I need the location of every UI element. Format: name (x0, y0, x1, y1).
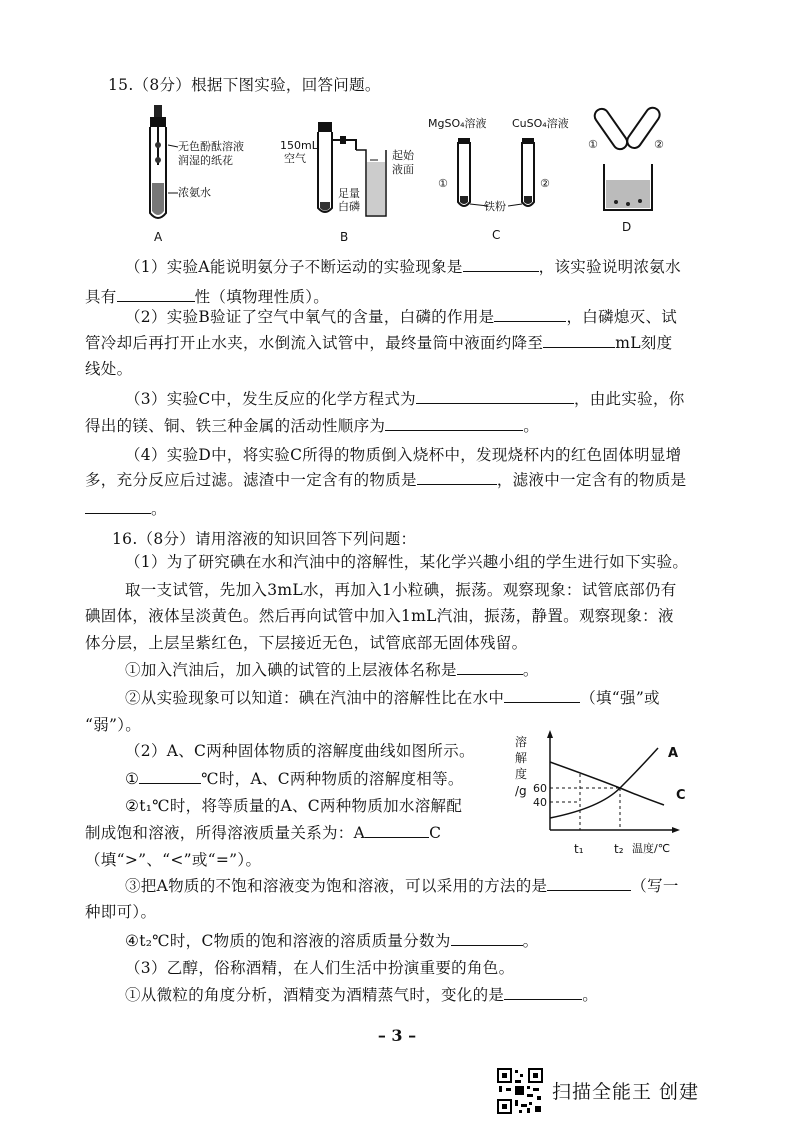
figure-b-label-air: 空气 (284, 152, 306, 165)
q16-part1-question2-end: “弱”）。 (85, 716, 142, 734)
q16-part2-intro: （2）A、C两种固体物质的溶解度曲线如图所示。 (125, 742, 475, 760)
page-number: – 3 – (377, 1026, 417, 1045)
curve-a-line (550, 748, 658, 818)
q15-part3-blank1[interactable] (416, 389, 574, 404)
figure-a-label-phenolphthalein: 无色酚酞溶液 (178, 140, 244, 153)
q16-part2-question1: ① ℃时，A、C两种物质的溶解度相等。 (125, 770, 464, 788)
q16-part1-line1: 取一支试管，先加入3mL水，再加入1小粒碘，振荡。观察现象：试管底部仍有 (125, 581, 677, 599)
q16-part2-question3: ③把A物质的不饱和溶液变为饱和溶液，可以采用的方法的是 （写一 (125, 877, 679, 895)
graph-ytick-40: 40 (533, 796, 547, 809)
figure-b-label-level: 液面 (392, 163, 414, 176)
figure-a-label-ammonia: 浓氨水 (178, 186, 211, 199)
q16-part3-intro: （3）乙醇，俗称酒精，在人们生活中扮演重要的角色。 (125, 959, 515, 977)
q15-part1-blank2[interactable] (117, 287, 195, 302)
q15-part4-line3: 。 (85, 499, 167, 519)
graph-curve-c-label: C (676, 788, 686, 803)
q15-part2-blank1[interactable] (494, 307, 566, 322)
solubility-curve-graph (540, 730, 680, 840)
figure-d-number-1: ① (588, 138, 598, 151)
q16-part1-line2: 碘固体，液体呈淡黄色。然后再向试管中加入1mL汽油，振荡，静置。观察现象：液 (85, 607, 674, 625)
q15-part2-line1: （2）实验B验证了空气中氧气的含量，白磷的作用是 ，白磷熄灭、试 (125, 308, 678, 326)
q16-part1-blank1[interactable] (457, 660, 523, 675)
q16-part1-question1: ①加入汽油后，加入碘的试管的上层液体名称是 。 (125, 661, 539, 679)
figure-c-number-2: ② (540, 177, 550, 190)
graph-curve-a-label: A (668, 746, 679, 761)
q15-part3-blank2[interactable] (385, 416, 523, 431)
graph-ytick-60: 60 (533, 782, 547, 795)
q16-part2-blank2[interactable] (365, 823, 429, 838)
q15-part3-line1: （3）实验C中，发生反应的化学方程式为 ，由此实验，你 (125, 390, 685, 408)
figure-a-label-paper-flower: 润湿的纸花 (178, 154, 233, 167)
q16-heading: 16.（8分）请用溶液的知识回答下列问题： (112, 530, 417, 548)
figure-c-label-mgso4: MgSO₄溶液 (428, 117, 487, 130)
figure-c-number-1: ① (438, 177, 448, 190)
figure-b-label-start: 起始 (392, 149, 414, 162)
qr-code-icon (497, 1068, 543, 1114)
q15-part4-blank1[interactable] (417, 470, 497, 485)
q15-part4-blank2[interactable] (85, 499, 151, 514)
figure-a-caption: A (154, 230, 163, 244)
figure-d-beaker (588, 106, 668, 216)
graph-ylabel-2: 解 (515, 751, 528, 765)
figure-b-caption: B (340, 230, 349, 244)
graph-xlabel: 温度/℃ (632, 842, 671, 855)
q15-part1-blank1[interactable] (463, 257, 539, 272)
figure-c-caption: C (492, 228, 501, 242)
q16-part1-intro: （1）为了研究碘在水和汽油中的溶解性，某化学兴趣小组的学生进行如下实验。 (125, 553, 689, 571)
graph-ylabel-3: 度 (515, 767, 528, 781)
q15-part2-line3: 线处。 (85, 360, 133, 378)
q16-part1-blank2[interactable] (504, 688, 580, 703)
q16-part2-question2: ②t₁℃时，将等质量的A、C两种物质加水溶解配 (125, 797, 463, 815)
figure-c-label-iron-powder: 铁粉 (484, 200, 506, 213)
q16-part2-blank3[interactable] (547, 876, 631, 891)
figure-a-ammonia-tube (140, 105, 180, 225)
figure-b-label-150ml: 150mL (280, 139, 318, 152)
figure-b-label-sufficient: 足量 (338, 187, 360, 200)
q15-part4-line2: 多，充分反应后过滤。滤渣中一定含有的物质是 ，滤液中一定含有的物质是 (85, 471, 687, 489)
q15-part1-line2: 具有 性（填物理性质）。 (85, 288, 330, 306)
figure-d-caption: D (622, 220, 632, 234)
q16-part2-question3-end: 种即可）。 (85, 903, 157, 921)
q15-part1-line1: （1）实验A能说明氨分子不断运动的实验现象是 ，该实验说明浓氨水 (125, 258, 681, 276)
q15-heading: 15.（8分）根据下图实验，回答问题。 (108, 76, 381, 94)
figure-c-label-cuso4: CuSO₄溶液 (512, 117, 569, 130)
q15-part3-line2: 得出的镁、铜、铁三种金属的活动性顺序为 。 (85, 417, 540, 435)
q16-part2-question4: ④t₂℃时，C物质的饱和溶液的溶质质量分数为 。 (125, 932, 539, 950)
scanner-watermark: 扫描全能王 创建 (552, 1081, 700, 1103)
q16-part2-question2-line2: 制成饱和溶液，所得溶液质量关系为：A C (85, 824, 442, 842)
q16-part2-blank1[interactable] (139, 769, 201, 784)
graph-ylabel-1: 溶 (515, 735, 528, 749)
q16-part1-question2: ②从实验现象可以知道：碘在汽油中的溶解性比在水中 （填“强”或 (125, 689, 660, 707)
q16-part1-line3: 体分层，上层呈紫红色，下层接近无色，试管底部无固体残留。 (85, 634, 528, 652)
q15-part2-blank2[interactable] (543, 333, 615, 348)
q15-part4-line1: （4）实验D中，将实验C所得的物质倒入烧杯中，发现烧杯内的红色固体明显增 (125, 446, 682, 464)
q16-part3-question1: ①从微粒的角度分析，酒精变为酒精蒸气时，变化的是 。 (125, 986, 599, 1004)
graph-xtick-t1: t₁ (574, 842, 584, 856)
figure-b-label-white-phosphorus: 白磷 (338, 200, 360, 213)
figure-d-number-2: ② (654, 138, 664, 151)
graph-ylabel-4: /g (515, 784, 527, 798)
q16-part2-question2-line3: （填“>”、“<”或“=”）。 (85, 851, 262, 869)
q16-part2-blank4[interactable] (451, 931, 523, 946)
q15-part2-line2: 管冷却后再打开止水夹，水倒流入试管中，最终量筒中液面约降至 mL刻度 (85, 334, 673, 352)
q16-part3-blank1[interactable] (504, 985, 582, 1000)
graph-xtick-t2: t₂ (614, 842, 624, 856)
